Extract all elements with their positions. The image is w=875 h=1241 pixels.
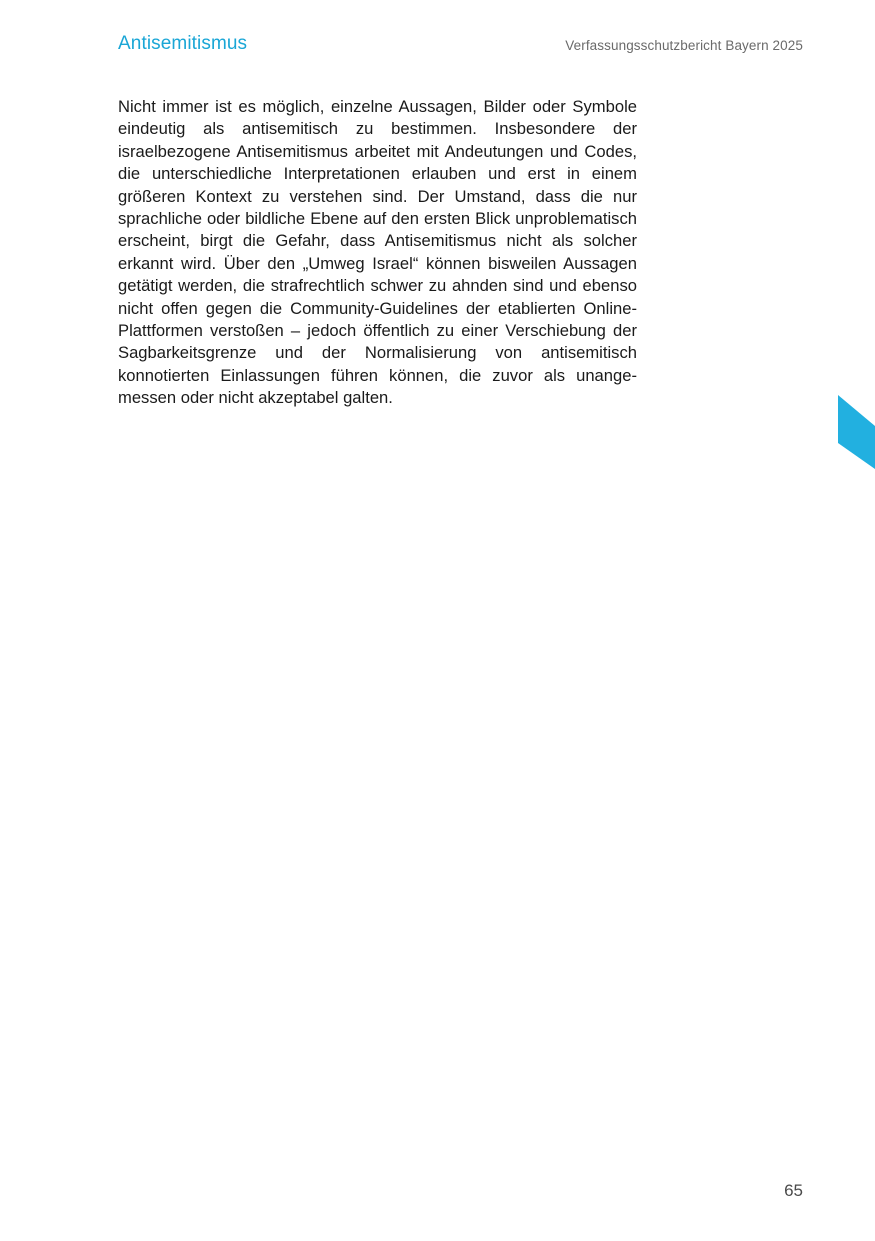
chapter-thumb-tab: [838, 395, 875, 469]
publication-title: Verfassungsschutzbericht Bayern 2025: [565, 38, 803, 53]
body-paragraph: Nicht immer ist es möglich, einzelne Aussagen, Bilder oder Symbole eindeutig als antisemitisch zu bestimmen. Insbesondere der israelbezogene Antisemitismus arbeitet mit Andeutungen und Codes, die unterschiedliche Interpretationen erlauben und erst in einem größeren Kontext zu verstehen sind. Der Umstand, dass die nur sprachliche oder bildliche Ebene auf den ersten Blick unproblematisch erscheint, birgt die Gefahr, dass Antisemitismus nicht als solcher erkannt wird. Über den „Umweg Israel“ können bisweilen Aussagen getätigt werden, die strafrechtlich schwer zu ahnden sind und ebenso nicht offen gegen die Community-Guidelines der etablierten Online-Plattformen verstoßen – jedoch öffentlich zu einer Verschiebung der Sagbarkeitsgrenze und der Normalisierung von antisemitisch konnotierten Einlassungen führen können, die zuvor als unangemessen oder nicht akzeptabel galten.: [118, 97, 637, 408]
page-number: 65: [784, 1181, 803, 1200]
chapter-title: Antisemitismus: [118, 33, 248, 54]
